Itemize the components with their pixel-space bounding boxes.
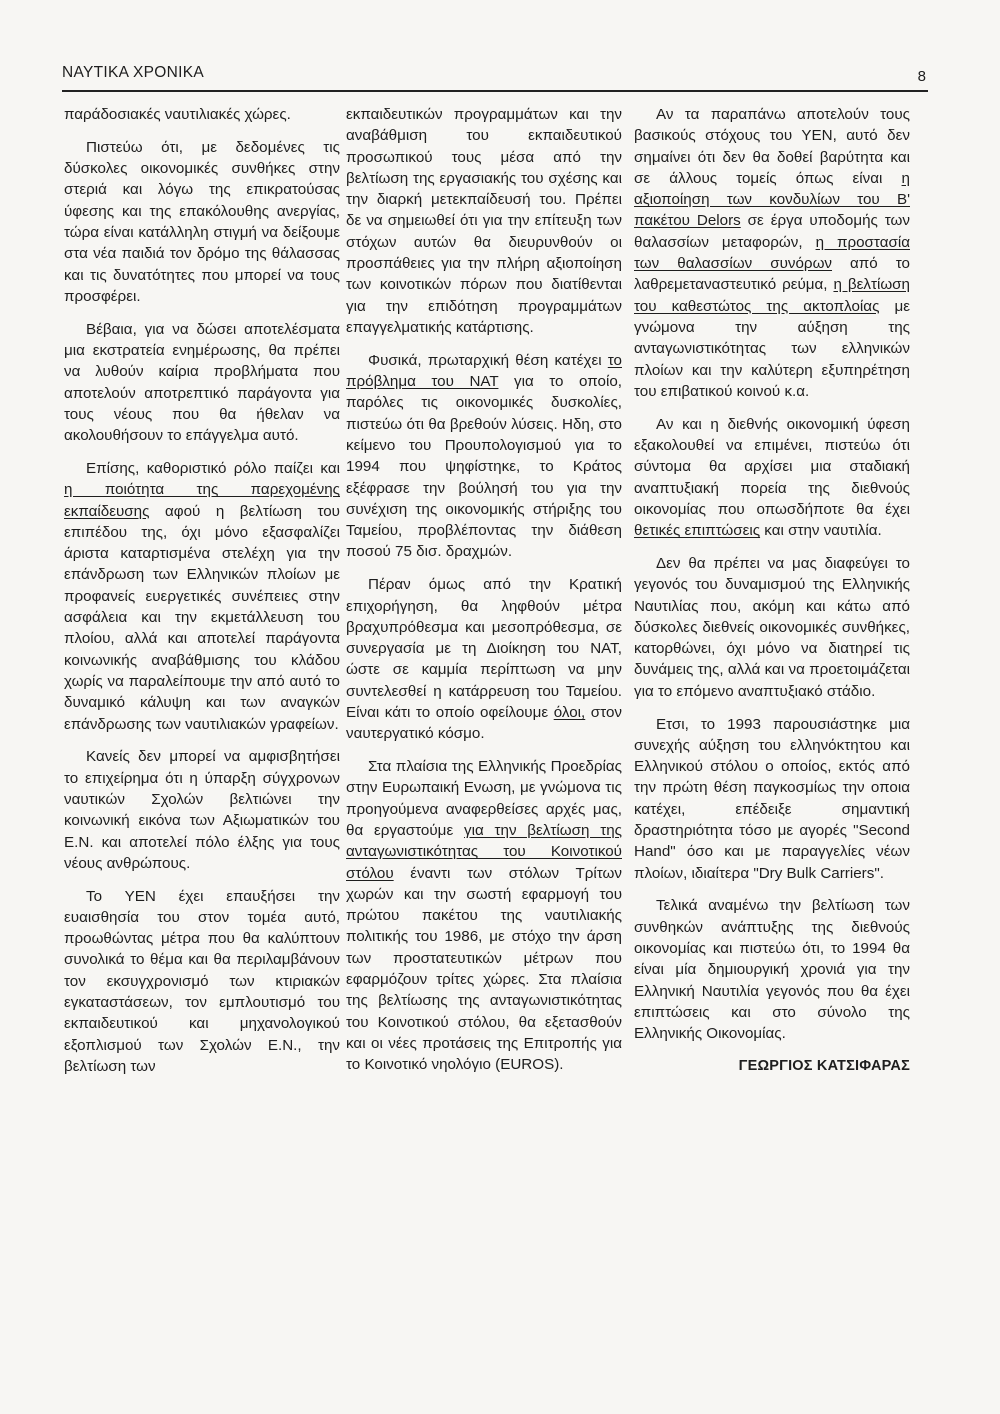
column-2 (346, 104, 622, 1087)
paragraph (346, 756, 622, 1075)
text-run: σε έργα υποδομής των θαλασσίων μεταφορών, (634, 212, 910, 251)
text-run: Αν τα παραπάνω αποτελούν τους βασικούς στόχους του ΥΕΝ, αυτό δεν σημαίνει ότι δεν θα δοθεί βαρύτητα και σε άλλους τομείς όπως είναι (634, 106, 910, 187)
paragraph: εκπαιδευτικών προγραμμάτων και την αναβάθμιση του εκπαιδευτικού προσωπικού τους μέσα από την βελτίωση της εργασιακής του σχέσης και την διαρκή μετεκπαίδευσή του. Πρέπει δε να σημειωθεί ότι για την επίτευξη των στόχων αυτών θα διευρυνθούν οι προσπάθειες για την πλήρη αξιοποίηση των κοινοτικών πόρων που διατίθενται για την επιδότηση προγραμμάτων επαγγελματικής κατάρτισης. (346, 106, 622, 336)
author-signature: ΓΕΩΡΓΙΟΣ ΚΑΤΣΙΦΑΡΑΣ (738, 1058, 910, 1075)
text-run: έναντι των στόλων Τρίτων χωρών και την σωστή εφαρμογή του πρώτου πακέτου της ναυτιλιακής πολιτικής του 1986, με στόχο την άρση των προστατευτικών μέτρων που εφαρμόζουν τρίτες χώρες. Στα πλαίσια της βελτίωσης της ανταγωνιστικότητας του Κοινοτικού στόλου, θα εξετασθούν και οι νέες προτάσεις της Επιτροπής για το Κοινοτικό νηολόγιο (EUROS). (346, 864, 622, 1074)
page-number: 8 (917, 68, 926, 85)
paragraph: Ετσι, το 1993 παρουσιάστηκε μια συνεχής αύξηση του ελληνόκτητου και Ελληνικού στόλου ο οποίος, εκτός από την πρώτη θέση παγκοσμίως την οποια κατέχει, επέδειξε σημαντική δραστηριότητα τόσο με αγορές "Second Hand" όσο και με παραγγελίες νέων πλοίων, ιδιαίτερα "Dry Bulk Carriers". (634, 715, 910, 882)
paragraph (634, 414, 910, 542)
paragraph: Δεν θα πρέπει να μας διαφεύγει το γεγονός του δυναμισμού της Ελληνικής Ναυτιλίας που, ακόμη και κάτω από δύσκολες διεθνείς οικονομικές συνθήκες, κατορθώνει, όχι μόνο να διατηρεί τις δυνάμεις της, αλλά και να προετοιμάζεται για το επόμενο αναπτυξιακό στάδιο. (634, 554, 910, 700)
underlined-text: όλοι, (553, 704, 586, 722)
underlined-text: για την βελτίωση της ανταγωνιστικότητας του Κοινοτικού στόλου (346, 822, 622, 882)
text-run: με γνώμονα την αύξηση της ανταγωνιστικότητας των ελληνικών πλοίων και την καλύτερη εξυπηρέτηση του επιβατικού κοινού κ.α. (634, 297, 910, 400)
magazine-title: ΝΑΥΤΙΚΑ ΧΡΟΝΙΚΑ (62, 64, 205, 81)
paragraph (346, 350, 622, 563)
underlined-text: η ποιότητα της παρεχομένης εκπαίδευσης (64, 481, 340, 520)
page-header (62, 60, 928, 92)
paragraph: Βέβαια, για να δώσει αποτελέσματα μια εκστρατεία ενημέρωσης, θα πρέπει να λυθούν καίρια προβλήματα που αποτελούν αποτρεπτικό παράγοντα για τους νέους που θα ήθελαν να ακολουθήσουν το επάγγελμα αυτό. (64, 320, 340, 445)
text-run: και στην ναυτιλία. (760, 522, 882, 540)
underlined-text: η προστασία των θαλασσίων συνόρων (634, 233, 910, 273)
paragraph: Πιστεύω ότι, με δεδομένες τις δύσκολες οικονομικές συνθήκες στην στεριά και λόγω της επικρατούσας ύφεσης και της επακόλουθης ανεργίας, τώρα είναι κατάλληλη στιγμή να δείξουμε στα νέα παιδιά τον δρόμο της θάλασσας και τις δυνατότητες που μπορεί να τους προσφέρει. (64, 138, 340, 305)
text-run: Φυσικά, πρωταρχική θέση κατέχει (368, 351, 608, 369)
paragraph (346, 574, 622, 744)
underlined-text: η βελτίωση του καθεστώτος της ακτοπλοίας (634, 276, 910, 315)
paragraph: Τελικά αναμένω την βελτίωση των συνθηκών ανάπτυξης της διεθνούς οικονομίας και πιστεύω ότι, το 1994 θα είναι μία δημιουργική χρονιά για την Ελληνική Ναυτιλία γεγονός που θα έχει επιπτώσεις και στο σύνολο της Ελληνικής Οικονομίας. (634, 897, 910, 1043)
paragraph (64, 458, 340, 735)
paragraph: παράδοσιακές ναυτιλιακές χώρες. (64, 106, 291, 123)
column-1 (64, 104, 340, 1089)
text-run: Επίσης, καθοριστικό ρόλο παίζει και (86, 459, 340, 477)
column-3 (634, 104, 910, 1078)
text-run: από το λαθρεμεταναστευτικό ρεύμα, (634, 255, 910, 294)
paragraph (634, 104, 910, 402)
text-run: Πέραν όμως από την Κρατική επιχορήγηση, θα ληφθούν μέτρα βραχυπρόθεσμα και μεσοπρόθεσμα, σε συνεργασία με τη Διοίκηση του ΝΑΤ, ώστε σε καμμία περίπτωση να μην συντελεσθεί η κατάρρευση του Ταμείου. Είναι κάτι το οποίο οφείλουμε (346, 576, 622, 722)
text-run: αφού η βελτίωση του επιπέδου της, όχι μόνο εξασφαλίζει άριστα καταρτισμένα στελέχη για την επάνδρωση των Ελληνικών πλοίων με προφανείς ευεργετικές συνέπειες στην ασφάλεια και την εκμετάλλευση του πλοίου, αλλά και αποτελεί παράγοντα κοινωνικής αναβάθμισης του κλάδου χωρίς να παραλείπουμε την από αυτό το δυναμικό κάλυψη και των αναγκών επάνδρωσης των ναυτιλιακών γραφείων. (64, 502, 340, 733)
text-run: για το οποίο, παρόλες τις οικονομικές δυσκολίες, πιστεύω ότι θα βρεθούν λύσεις. Ηδη, στο κείμενο του Προυπολογισμού για το 1994 που ψηφίστηκε, το Κράτος εξέφρασε την βούλησή του για την συνέχιση της οικονομικής στήριξης του Ταμείου, προβλέποντας την διάθεση ποσού 75 δισ. δραχμών. (346, 373, 623, 561)
underlined-text: το πρόβλημα του ΝΑΤ (346, 351, 622, 391)
paragraph: Το ΥΕΝ έχει επαυξήσει την ευαισθησία του στον τομέα αυτό, προωθώντας μέτρα που θα καλύπτουν συνολικά το θέμα και θα περιλαμβάνουν τον εκσυγχρονισμό των κτιριακών εγκαταστάσεων, τον εμπλουτισμό του εκπαιδευτικού και μηχανολογικού εξοπλισμού των Σχολών Ε.Ν., την βελτίωση των (64, 887, 340, 1075)
paragraph: Κανείς δεν μπορεί να αμφισβητήσει το επιχείρημα ότι η ύπαρξη σύγχρονων ναυτικών Σχολών βελτιώνει την κοινωνική εικόνα των Αξιωματικών του Ε.Ν. και αποτελεί πόλο έλξης για τους νέους ανθρώπους. (64, 748, 340, 872)
text-run: Αν και η διεθνής οικονομική ύφεση εξακολουθεί να επιμένει, πιστεύω ότι σύντομα θα αρχίσει μια σταδιακή αναπτυξιακή πορεία της διεθνούς οικονομίας που οπωσδήποτε θα έχει (634, 415, 910, 518)
text-run: στον ναυτεργατικό κόσμο. (346, 704, 623, 743)
text-run: Στα πλαίσια της Ελληνικής Προεδρίας στην Ευρωπαική Ενωση, με γνώμονα τις προηγούμενα αναφερθείσες αρχές μας, θα εργαστούμε (346, 758, 622, 839)
underlined-text: θετικές επιπτώσεις (634, 522, 761, 540)
underlined-text: η αξιοποίηση των κονδυλίων του Β' πακέτου Delors (634, 169, 910, 230)
